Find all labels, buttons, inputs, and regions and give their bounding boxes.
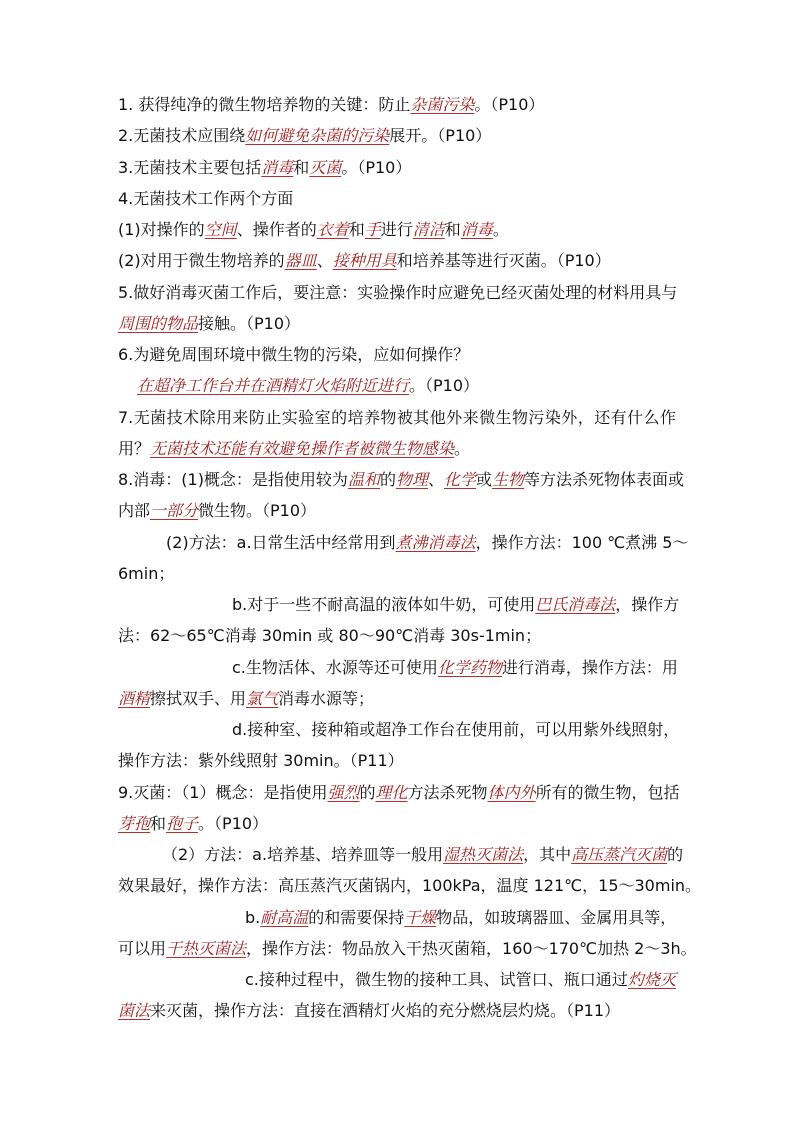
text-run: ，操作方法：物品放入干热灭菌箱，160～170℃加热 2～3h。 — [246, 938, 697, 958]
key-term: 温和 — [347, 470, 380, 489]
text-run: 4.无菌技术工作两个方面 — [118, 188, 294, 208]
text-run: 。 — [454, 438, 471, 458]
text-run: 内部 — [118, 501, 151, 521]
key-term: 酒精 — [118, 688, 151, 708]
text-run: 进行消毒，操作方法：用 — [501, 657, 678, 677]
key-term: 一部分 — [150, 501, 199, 521]
key-term: 清洁 — [412, 220, 445, 239]
key-term: 煮沸消毒法 — [395, 532, 476, 552]
text-run: 。（P10） — [409, 376, 480, 396]
key-term: 衣着 — [316, 220, 349, 239]
text-run: 和 — [444, 220, 461, 239]
text-run: 。（P10） — [198, 813, 269, 833]
doc-line-1 — [118, 89, 676, 120]
key-term: 灼烧灭 — [627, 970, 676, 989]
doc-line-10 — [118, 370, 676, 401]
doc-line-4 — [118, 183, 676, 214]
key-term: 化学药物 — [437, 657, 502, 677]
text-run: 可以用 — [118, 938, 167, 958]
text-run: 的 — [359, 782, 376, 802]
text-run: 的 — [379, 470, 396, 489]
key-term: 接种用具 — [332, 251, 397, 271]
key-term: 体内外 — [487, 782, 536, 802]
text-run: 。（P10） — [474, 95, 545, 114]
doc-line-29 — [118, 964, 676, 995]
text-run: c.生物活体、水源等还可使用 — [232, 657, 438, 677]
text-run: 来灭菌，操作方法：直接在酒精灯火焰的充分燃烧层灼烧。（P11） — [150, 1001, 621, 1021]
key-term: 手 — [364, 220, 381, 239]
text-run: 的和需要保持 — [308, 907, 405, 927]
text-run: 擦拭双手、用 — [150, 688, 247, 708]
text-run: ，操作方法：100 ℃煮沸 5～ — [475, 532, 689, 552]
key-term: 理化 — [375, 782, 408, 802]
doc-line-20 — [118, 683, 676, 714]
key-term: 生物 — [492, 470, 525, 489]
key-term: 周围的物品 — [118, 313, 199, 333]
text-run: 、操作者的 — [236, 220, 317, 239]
key-term: 干燥 — [404, 907, 437, 927]
key-term: 菌法 — [118, 1001, 151, 1021]
text-run: 2.无菌技术应围绕 — [118, 126, 246, 146]
text-run: 1. 获得纯净的微生物培养物的关键：防止 — [118, 95, 411, 114]
text-run: ，其中 — [523, 845, 572, 864]
text-run: 。 — [492, 220, 509, 239]
text-run: d.接种室、接种箱或超净工作台在使用前，可以用紫外线照射， — [232, 720, 680, 739]
doc-line-13 — [118, 464, 685, 495]
text-run: 所有的微生物，包括 — [535, 782, 680, 802]
text-run: 和培养基等进行灭菌。（P10） — [396, 251, 611, 271]
text-run: 消毒水源等； — [278, 688, 375, 708]
text-run: 进行 — [380, 220, 413, 239]
key-term: 空间 — [204, 220, 237, 239]
key-term: 如何避免杂菌的污染 — [245, 126, 390, 146]
text-run: 和 — [348, 220, 365, 239]
doc-line-3 — [118, 152, 676, 183]
text-run: 和 — [293, 157, 310, 177]
key-term: 消毒 — [261, 157, 294, 177]
doc-line-23 — [118, 777, 680, 808]
text-run: (2)方法：a.日常生活中经常用到 — [166, 532, 396, 552]
doc-line-26 — [118, 870, 702, 901]
text-run: （2）方法：a.培养基、培养皿等一般用 — [162, 845, 444, 864]
text-run: 物品，如玻璃器皿、金属用具等， — [436, 907, 677, 927]
key-term: 物理 — [395, 470, 428, 489]
key-term: 化学 — [444, 470, 477, 489]
doc-line-25 — [118, 839, 684, 870]
key-term: 器皿 — [284, 251, 317, 271]
doc-line-5 — [118, 214, 676, 245]
doc-line-19 — [118, 652, 676, 683]
text-run: 7.无菌技术除用来防止实验室的培养物被其他外来微生物污染外，还有什么作 — [118, 407, 676, 427]
text-run: 等方法杀死物体表面或 — [524, 470, 685, 489]
text-run: 5.做好消毒灭菌工作后，要注意：实验操作时应避免已经灭菌处理的材料用具与 — [118, 282, 678, 302]
doc-line-2 — [118, 120, 676, 151]
text-run: 6min； — [118, 563, 175, 583]
doc-line-28 — [118, 933, 697, 964]
doc-line-6 — [118, 245, 676, 276]
key-term: 干热灭菌法 — [166, 938, 247, 958]
doc-line-16 — [118, 558, 676, 589]
text-run: 的 — [667, 845, 684, 864]
doc-line-15 — [118, 527, 689, 558]
key-term: 芽孢 — [118, 813, 151, 833]
key-term: 耐高温 — [260, 907, 309, 927]
doc-line-9 — [118, 339, 676, 370]
text-run: 效果最好，操作方法：高压蒸汽灭菌锅内，100kPa，温度 121℃，15～30min。 — [118, 876, 702, 896]
text-run: 用？ — [118, 438, 151, 458]
key-term: 高压蒸汽灭菌 — [571, 845, 668, 864]
text-run: ，操作方 — [615, 595, 680, 614]
doc-line-22 — [118, 745, 676, 776]
text-run: 、 — [316, 251, 333, 271]
doc-line-30 — [118, 995, 676, 1026]
text-run: (2)对用于微生物培养的 — [118, 251, 285, 271]
key-term: 孢子 — [166, 813, 199, 833]
doc-line-27 — [118, 902, 676, 933]
doc-line-17 — [118, 589, 680, 620]
text-run: 操作方法：紫外线照射 30min。（P11） — [118, 751, 404, 771]
text-run: 和 — [150, 813, 167, 833]
doc-line-21 — [118, 714, 680, 745]
key-term: 无菌技术还能有效避免操作者被微生物感染 — [150, 438, 455, 458]
text-run: c.接种过程中，微生物的接种工具、试管口、瓶口通过 — [245, 970, 628, 989]
doc-line-24 — [118, 808, 676, 839]
document-body — [118, 89, 702, 1027]
key-term: 氯气 — [246, 688, 279, 708]
doc-line-12 — [118, 433, 676, 464]
text-run: (1)对操作的 — [118, 220, 205, 239]
text-run: 展开。（P10） — [389, 126, 492, 146]
text-run: b.对于一些不耐高温的液体如牛奶，可使用 — [232, 595, 536, 614]
doc-line-14 — [118, 495, 676, 526]
text-run: 微生物。（P10） — [198, 501, 317, 521]
text-run: 方法杀死物 — [407, 782, 488, 802]
doc-line-7 — [118, 277, 676, 308]
text-run: b. — [245, 907, 261, 927]
key-term: 灭菌 — [309, 157, 342, 177]
key-term: 消毒 — [460, 220, 493, 239]
text-run: 或 — [476, 470, 493, 489]
key-term: 强烈 — [327, 782, 360, 802]
text-run: 9.灭菌：（1）概念：是指使用 — [118, 782, 328, 802]
text-run: 接触。（P10） — [198, 313, 301, 333]
doc-line-18 — [118, 620, 676, 651]
key-term: 在超净工作台并在酒精灯火焰附近进行 — [137, 376, 410, 396]
text-run: 3.无菌技术主要包括 — [118, 157, 262, 177]
text-run: 、 — [427, 470, 444, 489]
text-run: 8.消毒：(1)概念：是指使用较为 — [118, 470, 348, 489]
doc-line-11 — [118, 402, 676, 433]
key-term: 湿热灭菌法 — [443, 845, 524, 864]
key-term: 巴氏消毒法 — [535, 595, 616, 614]
text-run: 法：62～65℃消毒 30min 或 80～90℃消毒 30s-1min； — [118, 626, 542, 646]
key-term: 杂菌污染 — [410, 95, 475, 114]
text-run: 。（P10） — [341, 157, 412, 177]
doc-line-8 — [118, 308, 676, 339]
text-run: 6.为避免周围环境中微生物的污染，应如何操作？ — [118, 345, 470, 364]
